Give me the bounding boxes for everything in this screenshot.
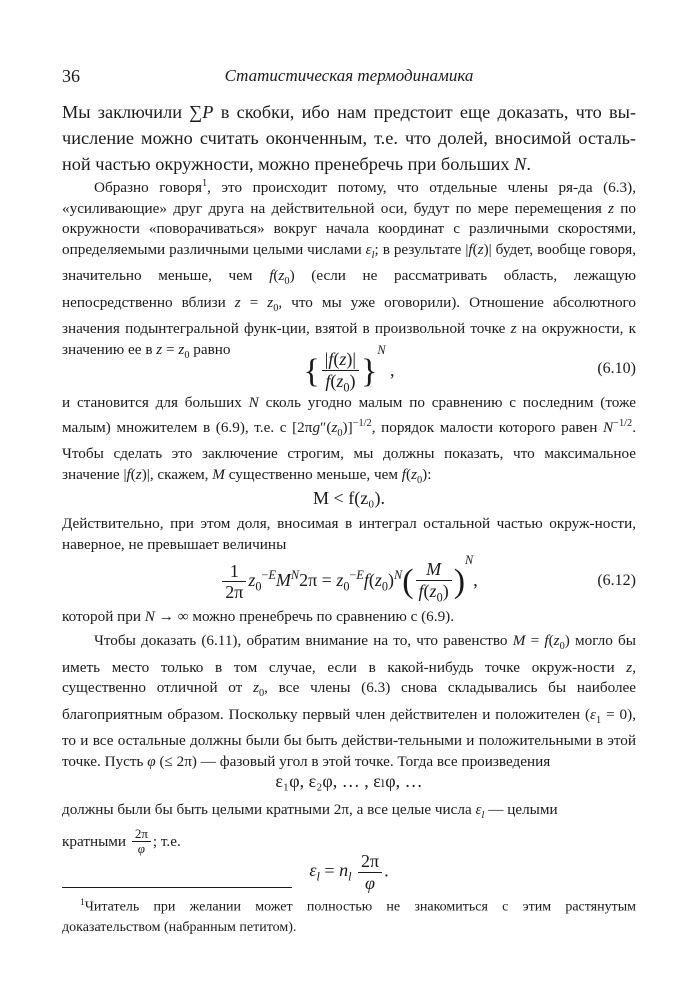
footnote-rule [62, 887, 292, 888]
equation-number-6-12: (6.12) [597, 572, 636, 589]
paragraph-6: Чтобы доказать (6.11), обратим внимание на то, что равенство $M = f(z_0)$ могло бы иметь место только в том случае, если в какой-нибудь точке окруж-ности z, существенно отличной от $z_0$, все члены (6.3) снова складывались бы наиболее благоприятным образом. Поскольку первый член действителен и положителен $(\varepsilon_1 = 0)$, то и все остальные должны были бы быть действи-тельными и положительными в этой точке. Пусть φ (≤ 2π) — фазовый угол в этой точке. Тогда все произведения [62, 632, 637, 770]
paragraph-5: которой при N → ∞ можно пренебречь по сравнению с (6.9). [62, 608, 455, 625]
paragraph-3: и становится для больших N сколь угодно малым по сравнению с последним (тоже малым) множителем в (6.9), т.е. с $[2\pi g''(z_0)]^{-1/2}$, порядок малости которого равен $N^{-1/2}$. Чтобы сделать это заключение строгим, мы должны показать, что максимальное значение |f(z)|, скажем, M существенно меньше, чем $f(z_0)$: [62, 394, 637, 486]
equation-number-6-10: (6.10) [597, 360, 636, 377]
equation-6-12: $\frac{1}{2\pi}$ $z_0^{-E}M^N2\pi = z_0^{-E}f(z_0)^N$( $\frac{M}{f(z_0)}$ )$^N$, [62, 553, 636, 605]
running-title: Статистическая термодинамика [224, 66, 474, 85]
equation-products: ε₁φ, ε₂φ, … , εₗφ, … [275, 771, 423, 791]
paragraph-4: Действительно, при этом доля, вносимая в интеграл остальной частью окруж-ности, наверное, не превышает величины [62, 515, 636, 553]
footnote-ref: 1 [201, 178, 208, 189]
paragraph-1: Мы заключили ∑P в скобки, ибо нам предстоит еще доказать, что вы-числение можно считать оконченным, т.е. что долей, вносимой осталь-ной частью окружности, можно пренебречь при больших N. [62, 102, 636, 174]
equation-epsilon: $\varepsilon_l = n_l$ $\frac{2\pi}{\varphi}$ . [309, 851, 389, 893]
equation-inequality: M < f(z₀). [313, 488, 385, 508]
paragraph-2: Образно говоря$^1$, это происходит потому, что отдельные члены ря-да (6.3), «усиливающие» друг друга на действительной оси, будут по мере перемещения z по окружности «поворачиваться» вокруг начала координат с различными скоростями, определяемыми различными целыми числами $\varepsilon_l$; в результате |f(z)| будет, вообще говоря, значительно меньше, чем $f(z_0)$ (если не рассматривать область, лежащую непосредственно вблизи $z = z_0$, что мы уже оговорили). Отношение абсолютного значения подынтегральной функ-ции, взятой в произвольной точке z на окружности, к значению ее в $z = z_0$ равно [62, 178, 637, 361]
page-header [62, 66, 636, 92]
page-number: 36 [62, 66, 80, 86]
equation-6-10: { $\frac{|f(z)|}{f(z_0)}$ }$^N$ , [303, 343, 395, 395]
footnote: $^1$Читатель при желании может полностью не знакомиться с этим растянутым доказательством (набранным петитом). [62, 898, 636, 935]
footnote-mark: 1 [80, 898, 85, 908]
paragraph-7: должны были бы быть целыми кратными 2π, а все целые числа $\varepsilon_l$ — целыми кратными $\frac{2\pi}{\varphi}$ ; т.е. [62, 801, 558, 857]
